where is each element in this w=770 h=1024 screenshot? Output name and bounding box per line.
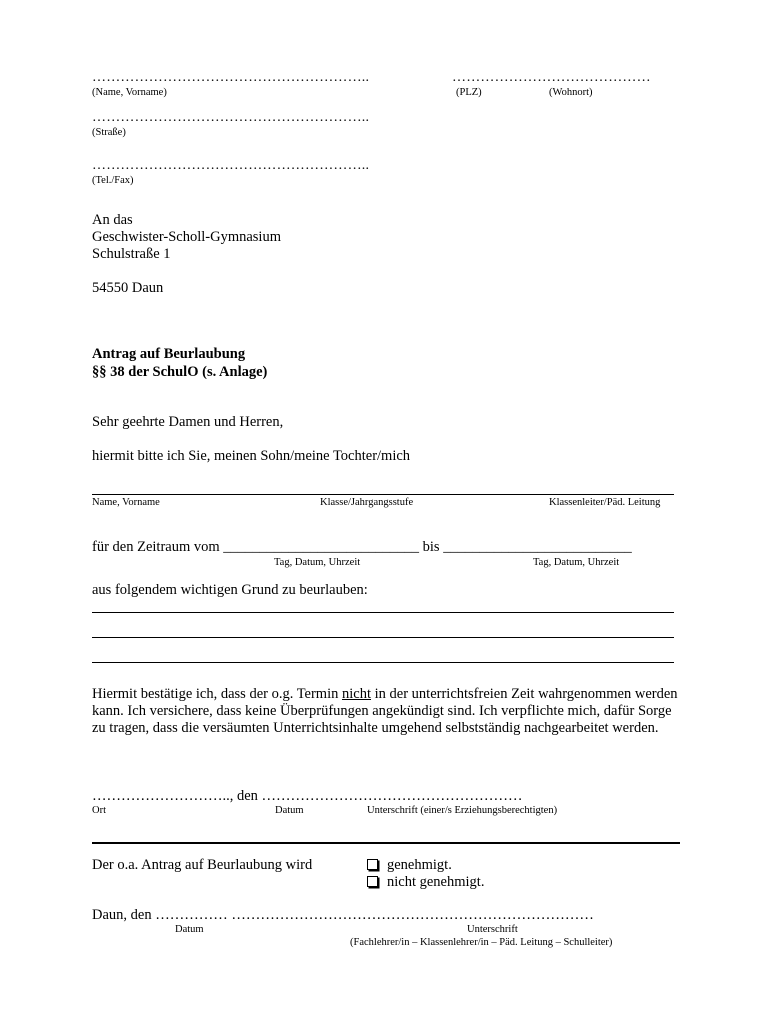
plz-label: (PLZ): [456, 87, 482, 98]
grund-line-3[interactable]: [92, 662, 674, 663]
recipient-line4: 54550 Daun: [92, 280, 164, 296]
recipient-line3: Schulstraße 1: [92, 246, 171, 262]
daun-signature-line[interactable]: Daun, den …………… …………………………………………………………………: [92, 907, 594, 923]
recipient-line2: Geschwister-Scholl-Gymnasium: [92, 229, 281, 245]
zeitraum-from-label: Tag, Datum, Uhrzeit: [274, 557, 361, 568]
wohnort-label: (Wohnort): [549, 87, 593, 98]
intro-text: hiermit bitte ich Sie, meinen Sohn/meine Tochter/mich: [92, 448, 411, 464]
sig-datum-label: Datum: [275, 805, 304, 816]
subject-line1: Antrag auf Beurlaubung: [92, 346, 246, 362]
confirm-text-1: Hiermit bestätige ich, dass der o.g. Termin: [92, 686, 342, 702]
confirm-text-2: in der unterrichtsfreien Zeit wahrgenommen werden kann. Ich versichere, dass keine Überprüfungen angekündigt sind. Ich verpflichte mich, dafür Sorge zu tragen, dass die versäumten Unterrichtsinhalte umgehend selbstständig nachgearbeitet werden.: [92, 686, 678, 736]
zeitraum-prefix: für den Zeitraum vom: [92, 539, 220, 555]
daun-unterschrift-label: Unterschrift: [467, 924, 518, 935]
decision-text: Der o.a. Antrag auf Beurlaubung wird: [92, 857, 313, 873]
daun-datum-label: Datum: [175, 924, 204, 935]
section-divider: [92, 842, 680, 844]
option-nicht-genehmigt-label: nicht genehmigt.: [387, 874, 485, 890]
plz-ort-dotted-line[interactable]: ……………………………………: [452, 70, 651, 85]
checkbox-icon[interactable]: [367, 876, 378, 887]
grund-text: aus folgendem wichtigen Grund zu beurlauben:: [92, 582, 368, 598]
col-name-label: Name, Vorname: [92, 497, 160, 508]
strasse-dotted-line[interactable]: …………………………………………………..: [92, 110, 370, 125]
strasse-label: (Straße): [92, 127, 126, 138]
salutation: Sehr geehrte Damen und Herren,: [92, 414, 284, 430]
checkbox-icon[interactable]: [367, 859, 378, 870]
col-klasse-label: Klasse/Jahrgangsstufe: [320, 497, 414, 508]
tel-dotted-line[interactable]: …………………………………………………..: [92, 158, 370, 173]
col-leiter-label: Klassenleiter/Päd. Leitung: [549, 497, 661, 508]
option-genehmigt-label: genehmigt.: [387, 857, 452, 873]
daun-roles-label: (Fachlehrer/in – Klassenlehrer/in – Päd. Leitung – Schulleiter): [350, 937, 613, 948]
subject-line2: §§ 38 der SchulO (s. Anlage): [92, 364, 268, 380]
zeitraum-line: [92, 539, 632, 556]
zeitraum-bis: bis: [422, 539, 440, 555]
name-label: (Name, Vorname): [92, 87, 167, 98]
grund-line-1[interactable]: [92, 612, 674, 613]
option-nicht-genehmigt[interactable]: [367, 874, 484, 891]
recipient-line1: An das: [92, 212, 133, 228]
confirmation-paragraph: [92, 686, 682, 737]
sig-unterschrift-label: Unterschrift (einer/s Erziehungsberechtigten): [367, 805, 558, 816]
zeitraum-to-field[interactable]: __________________________: [443, 539, 632, 555]
confirm-nicht: nicht: [342, 686, 371, 702]
option-genehmigt[interactable]: [367, 857, 452, 874]
name-dotted-line[interactable]: …………………………………………………..: [92, 70, 370, 85]
grund-line-2[interactable]: [92, 637, 674, 638]
tel-label: (Tel./Fax): [92, 175, 134, 186]
zeitraum-from-field[interactable]: ___________________________: [223, 539, 420, 555]
student-info-line[interactable]: [92, 494, 674, 495]
sig-ort-label: Ort: [92, 805, 106, 816]
zeitraum-to-label: Tag, Datum, Uhrzeit: [533, 557, 620, 568]
parent-signature-line[interactable]: ……………………….., den ………………………………………………: [92, 788, 523, 804]
